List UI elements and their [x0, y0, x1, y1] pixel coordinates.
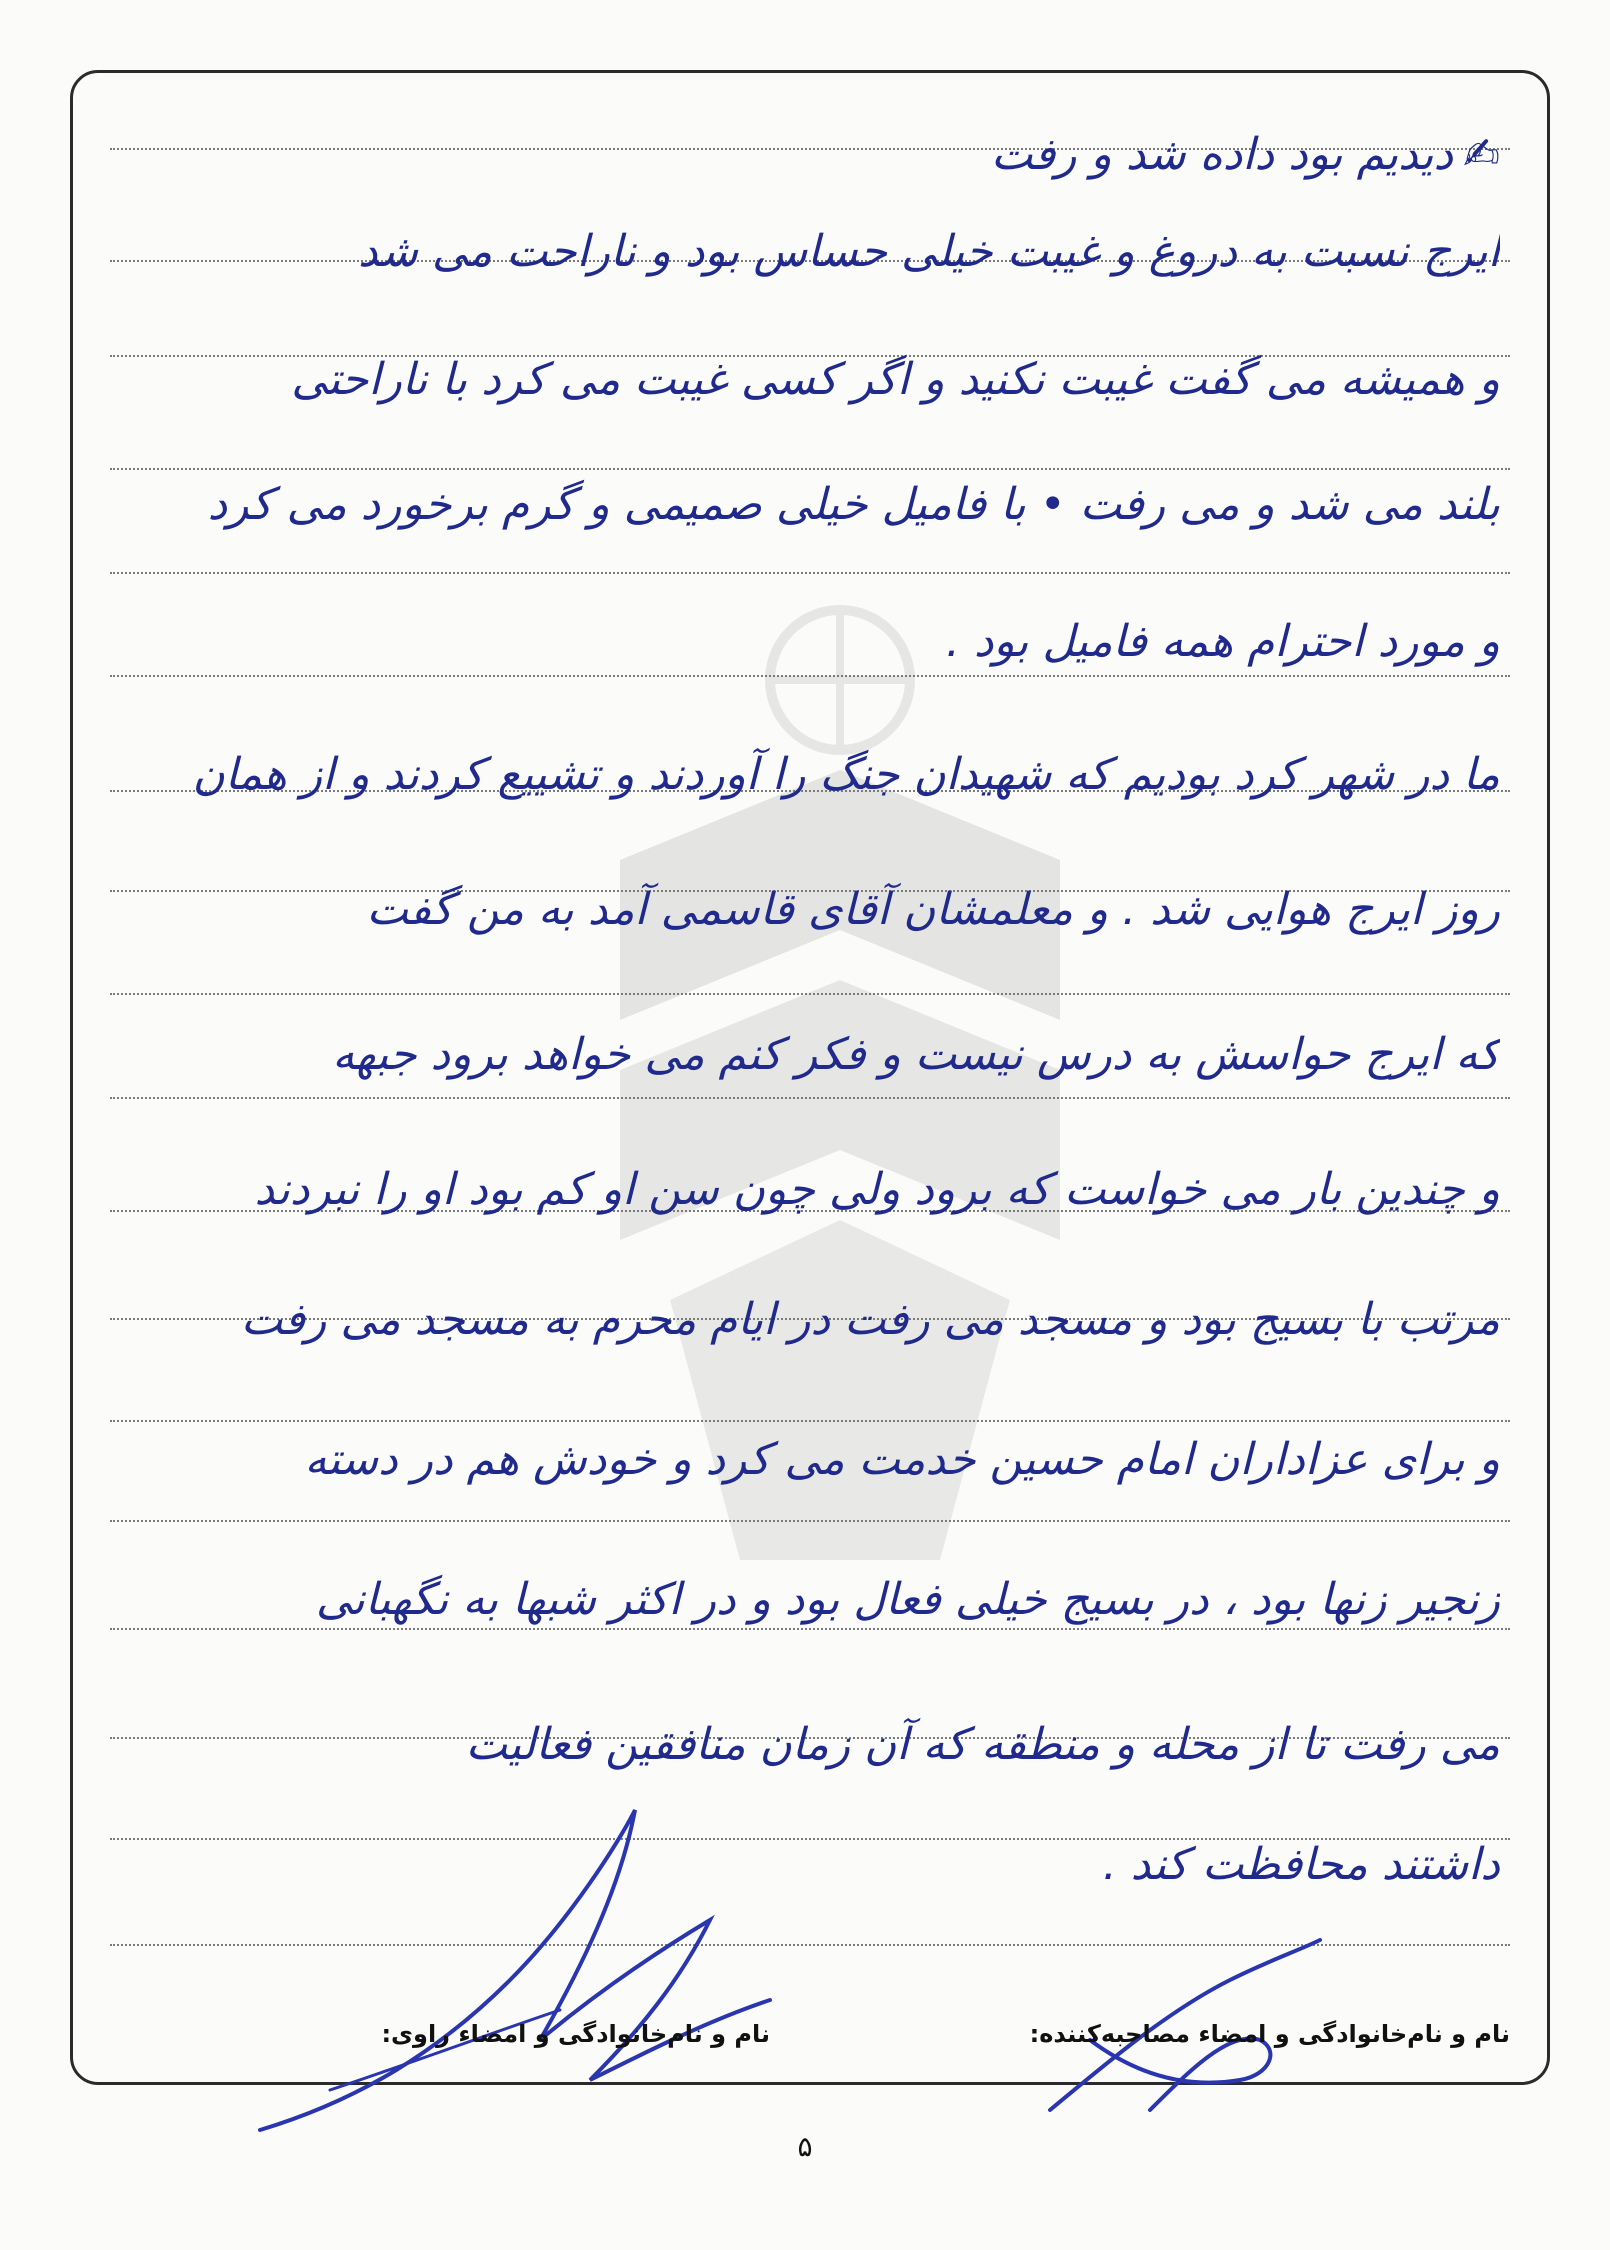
handwritten-line: و برای عزاداران امام حسین خدمت می کرد و خودش هم در دسته [304, 1434, 1500, 1485]
handwritten-line: ایرج نسبت به دروغ و غیبت خیلی حساس بود و ناراحت می شد [357, 226, 1500, 277]
page-number: ۵ [797, 2130, 813, 2163]
handwritten-line: بلند می شد و می رفت • با فامیل خیلی صمیمی و گرم برخورد می کرد [207, 479, 1500, 530]
handwritten-line-text: دیدیم بود داده شد و رفت [990, 129, 1454, 180]
handwritten-line: می رفت تا از محله و منطقه که آن زمان منافقین فعالیت [465, 1719, 1500, 1770]
handwritten-line: روز ایرج هوایی شد . و معلمشان آقای قاسمی آمد به من گفت [366, 884, 1500, 935]
handwritten-line [100, 125, 1500, 185]
ruled-line [110, 993, 1510, 995]
handwritten-line: ما در شهر کرد بودیم که شهیدان جنگ را آوردند و تشییع کردند و از همان [192, 749, 1500, 800]
interviewer-signature-label: نام و نام‌خانوادگی و امضاء مصاحبه‌کننده: [1029, 2020, 1510, 2048]
handwritten-line: مرتب با بسیج بود و مسجد می رفت در ایام محرم به مسجد می رفت [240, 1294, 1500, 1345]
handwritten-line: داشتند محافظت کند . [1102, 1839, 1500, 1890]
ruled-line [110, 675, 1510, 677]
handwritten-line: و چندین بار می خواست که برود ولی چون سن او کم بود او را نبردند [254, 1164, 1500, 1215]
ruled-line [110, 1420, 1510, 1422]
handwritten-line: که ایرج حواسش به درس نیست و فکر کنم می خواهد برود جبهه [332, 1029, 1500, 1080]
ruled-line [110, 1520, 1510, 1522]
pen-mark-icon: ✍ [1463, 129, 1500, 180]
ruled-line [110, 468, 1510, 470]
ruled-line [110, 1097, 1510, 1099]
ruled-line [110, 1944, 1510, 1946]
handwritten-line: و مورد احترام همه فامیل بود . [945, 616, 1500, 667]
handwritten-line: زنجیر زنها بود ، در بسیج خیلی فعال بود و در اکثر شبها به نگهبانی [315, 1574, 1500, 1625]
ruled-line [110, 572, 1510, 574]
narrator-signature-label: نام و نام‌خانوادگی و امضاء راوی: [381, 2020, 770, 2048]
handwritten-line: و همیشه می گفت غیبت نکنید و اگر کسی غیبت می کرد با ناراحتی [291, 354, 1500, 405]
